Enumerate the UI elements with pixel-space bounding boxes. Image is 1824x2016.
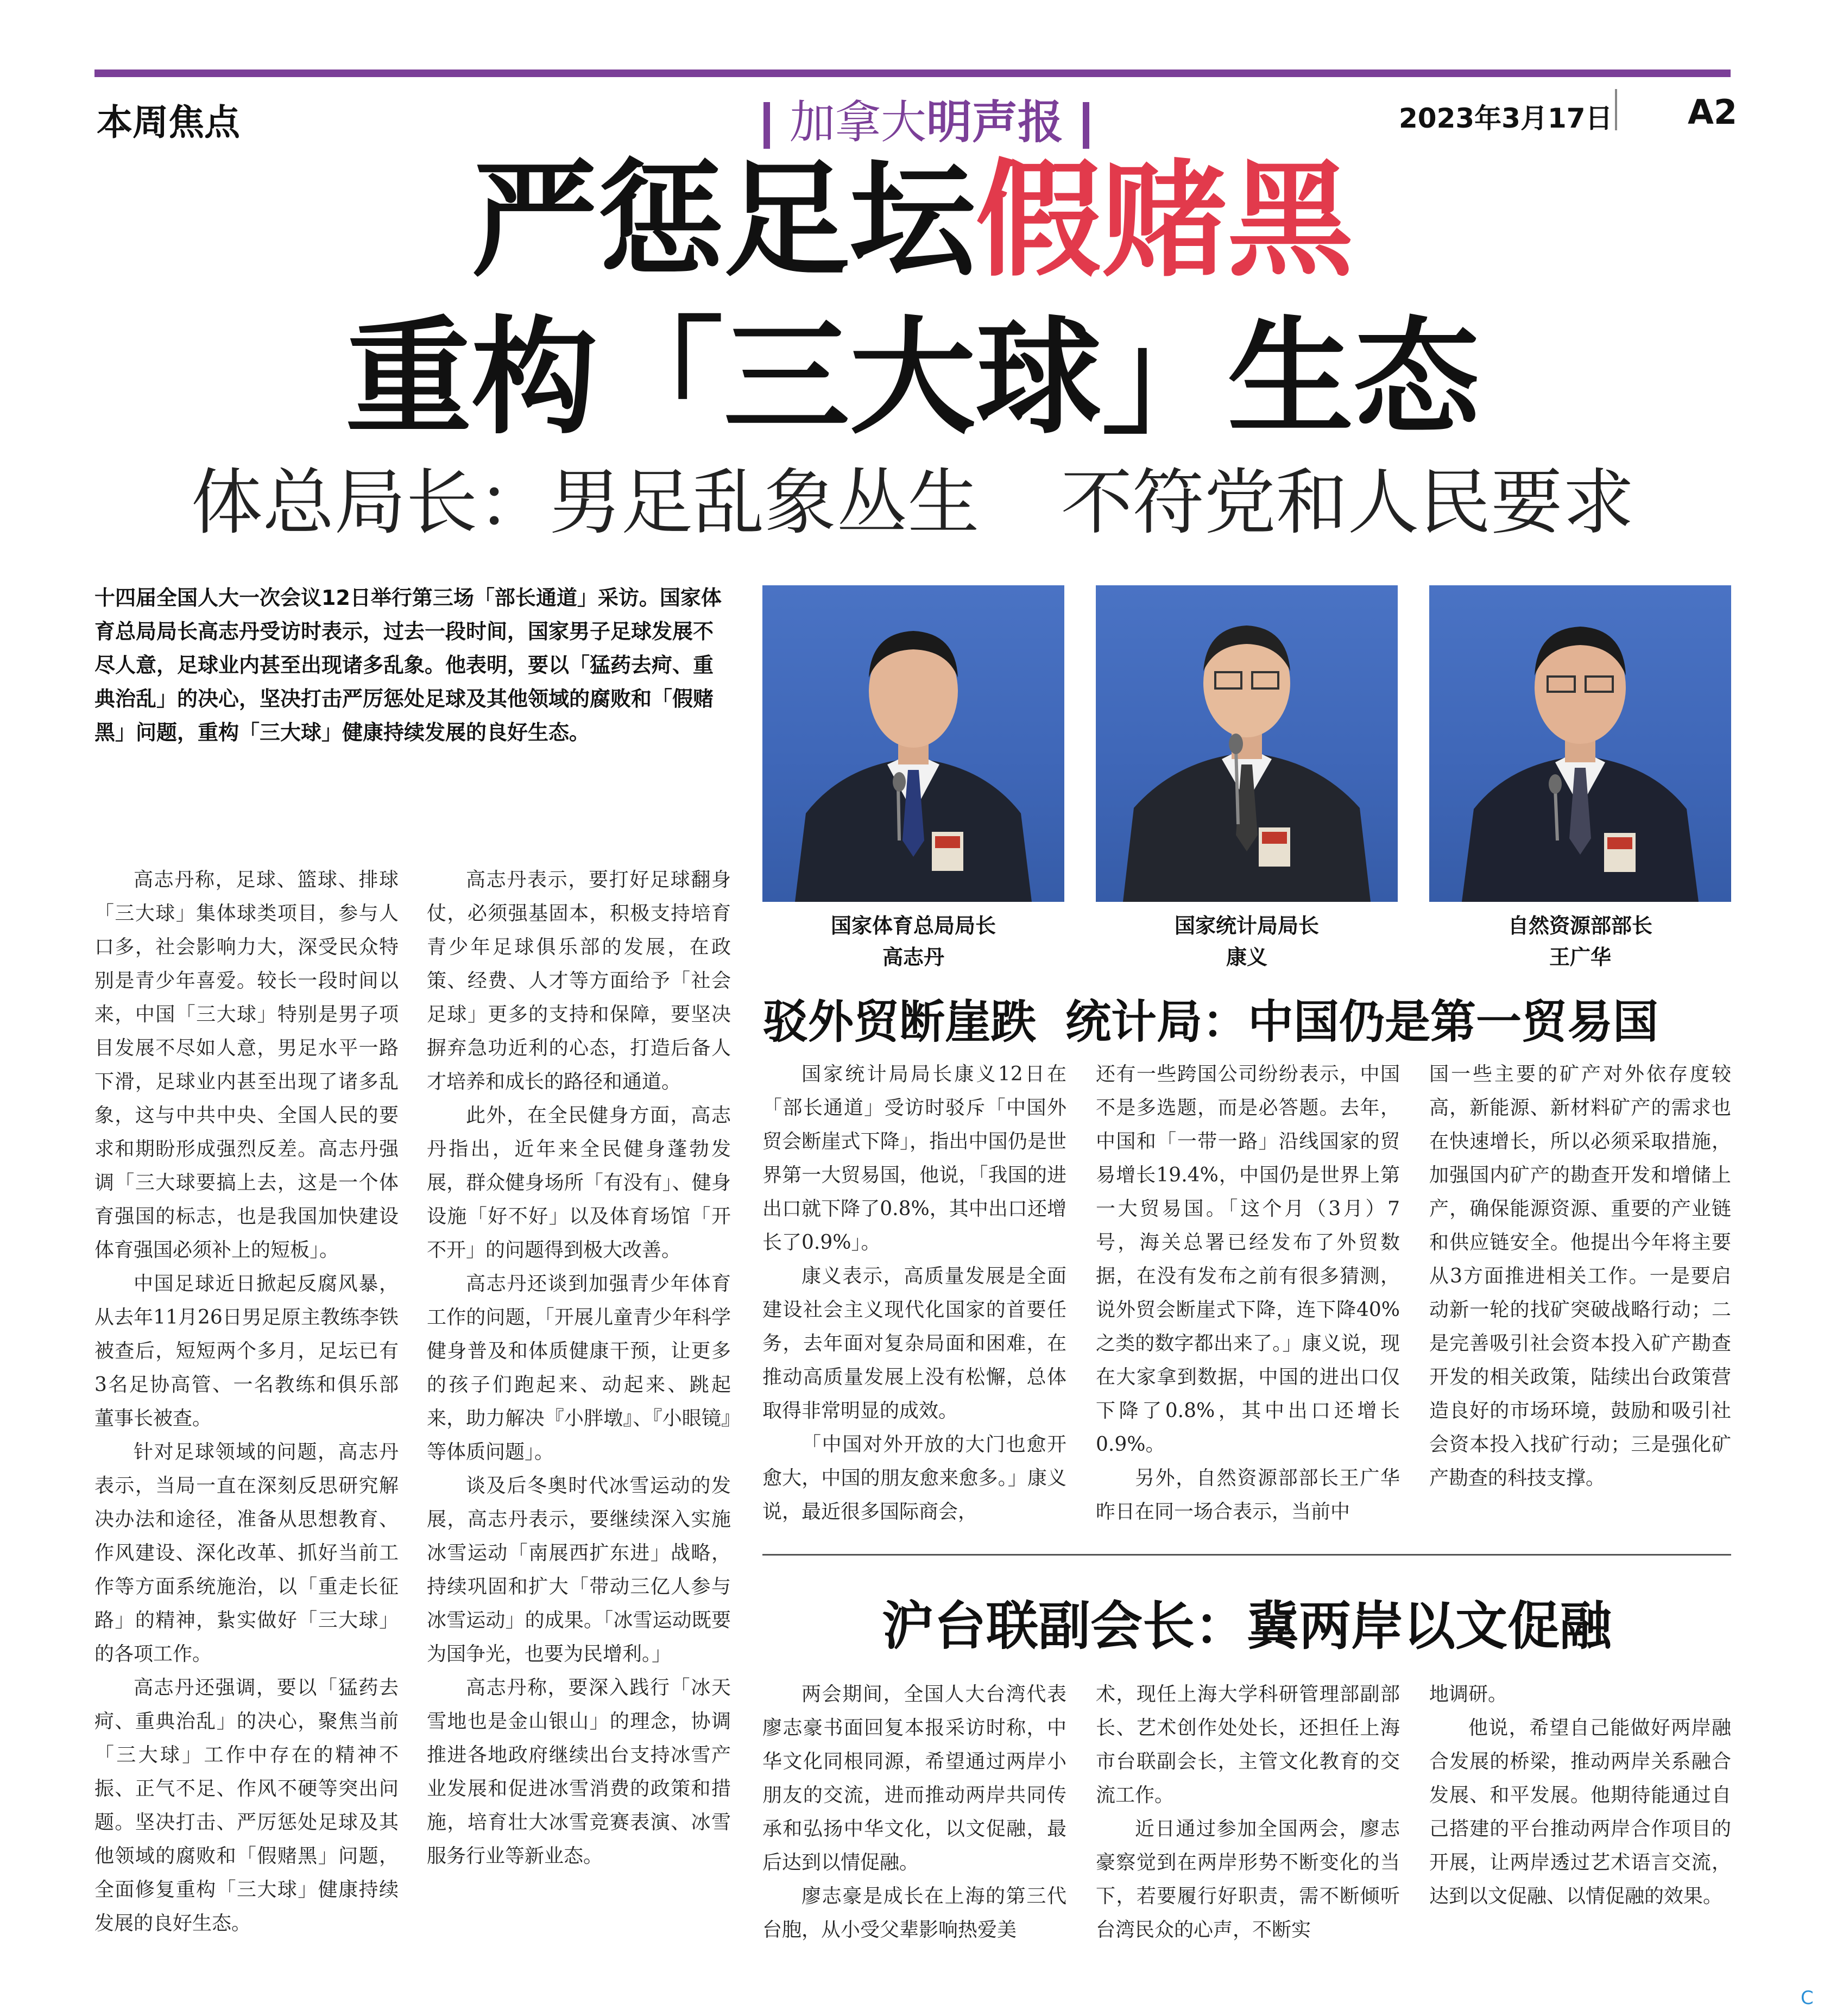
portrait-illustration [1096,585,1398,902]
lead-paragraph: 十四届全国人大一次会议12日举行第三场「部长通道」采访。国家体育总局局长高志丹受访时表示，过去一段时间，国家男子足球发展不尽人意，足球业内甚至出现诸多乱象。他表明，要以「猛药去疴、重典治乱」的决心，坚决打击严厉惩处足球及其他领域的腐败和「假赌黑」问题，重构「三大球」健康持续发展的良好生态。 [94,586,722,744]
masthead-prefix: 加拿大 [790,96,927,149]
headline-line-2: 重构「三大球」生态 [345,303,1480,451]
paragraph: 廖志豪是成长在上海的第三代台胞，从小受父辈影响热爱美 [762,1885,1066,1941]
section-divider [762,1554,1731,1556]
photo-caption [1429,910,1731,973]
photo-caption [1096,910,1398,973]
article3-column-3 [1429,1678,1731,1913]
photo-gao-zhidan [762,585,1064,902]
article2-headline-part-1: 驳外贸断崖跌 [762,995,1037,1048]
portrait-illustration [762,585,1064,902]
subheadline-part-2: 不符党和人民要求 [1061,461,1634,545]
article1-column-2 [427,863,731,1873]
caption-title: 国家统计局局长 [1174,914,1319,938]
subheadline-part-1: 体总局长：男足乱象丛生 [191,461,980,545]
caption-title: 自然资源部部长 [1507,914,1652,938]
article2-column-2 [1096,1058,1400,1529]
paragraph: 针对足球领域的问题，高志丹表示，当局一直在深刻反思研究解决办法和途径，准备从思想教育、作风建设、深化改革、抓好当前工作等方面系统施治，以「重走长征路」的精神，紥实做好「三大球」的各项工作。 [94,1441,399,1665]
paragraph: 术，现任上海大学科研管理部副部长、艺术创作处处长，还担任上海市台联副会长，主管文化教育的交流工作。 [1096,1683,1400,1806]
corner-mark: C [1801,1987,1814,2009]
photo-caption [762,910,1064,973]
paragraph: 高志丹还强调，要以「猛药去疴、重典治乱」的决心，聚焦当前「三大球」工作中存在的精神不振、正气不足、作风不硬等突出问题。坚决打击、严厉惩处足球及其他领域的腐败和「假赌黑」问题，全面修复重构「三大球」健康持续发展的良好生态。 [94,1677,399,1935]
top-rule [94,69,1731,77]
article3-column-2 [1096,1678,1400,1947]
headline-line-1-black: 严惩足坛 [471,146,976,294]
paragraph: 近日通过参加全国两会，廖志豪察觉到在两岸形势不断变化的当下，若要履行好职责，需不断倾听台湾民众的心声，不断实 [1096,1818,1400,1941]
section-label: 本周焦点 [97,101,240,143]
article2-column-1 [762,1058,1066,1529]
paragraph: 地调研。 [1429,1683,1508,1705]
paragraph: 他说，希望自己能做好两岸融合发展的桥梁，推动两岸关系融合发展、和平发展。他期待能通过自己搭建的平台推动两岸合作项目的开展，让两岸透过艺术语言交流，达到以文促融、以情促融的效果。 [1429,1717,1731,1907]
paragraph: 高志丹称，要深入践行「冰天雪地也是金山银山」的理念，协调推进各地政府继续出台支持冰雪产业发展和促进冰雪消费的政策和措施，培育壮大冰雪竞赛表演、冰雪服务行业等新业态。 [427,1677,731,1867]
paragraph: 另外，自然资源部部长王广华昨日在同一场合表示，当前中 [1096,1467,1400,1523]
article2-headline-part-2: 统计局：中国仍是第一贸易国 [1065,995,1659,1048]
masthead-bar-right [1083,102,1089,149]
article3-column-1 [762,1678,1066,1947]
photo-wang-guanghua [1429,585,1731,902]
paragraph: 谈及后冬奥时代冰雪运动的发展，高志丹表示，要继续深入实施冰雪运动「南展西扩东进」战略，持续巩固和扩大「带动三亿人参与冰雪运动」的成果。「冰雪运动既要为国争光，也要为民增利。」 [427,1475,731,1665]
issue-date: 2023年3月17日 [1399,103,1613,134]
subheadline [94,459,1731,546]
headline-line-1-red: 假赌黑 [975,146,1354,294]
caption-name: 康义 [1226,945,1267,969]
paragraph: 国家统计局局长康义12日在「部长通道」受访时驳斥「中国外贸会断崖式下降」，指出中国仍是世界第一大贸易国，他说，「我国的进出口就下降了0.8%，其中出口还增长了0.9%」。 [762,1063,1066,1254]
paragraph: 康义表示，高质量发展是全面建设社会主义现代化国家的首要任务，去年面对复杂局面和困难，在推动高质量发展上没有松懈，总体取得非常明显的成效。 [762,1265,1066,1422]
paragraph: 中国足球近日掀起反腐风暴，从去年11月26日男足原主教练李铁被查后，短短两个多月，足坛已有3名足协高管、一名教练和俱乐部董事长被查。 [94,1273,399,1430]
article2-column-3 [1429,1058,1731,1495]
portrait-illustration [1429,585,1731,902]
header-divider [1615,89,1617,130]
caption-title: 国家体育总局局长 [830,914,996,938]
paragraph: 高志丹表示，要打好足球翻身仗，必须强基固本，积极支持培育青少年足球俱乐部的发展，在政策、经费、人才等方面给予「社会足球」更多的支持和保障，要坚决摒弃急功近利的心态，打造后备人才培养和成长的路径和通道。 [427,869,731,1093]
paragraph: 国一些主要的矿产对外依存度较高，新能源、新材料矿产的需求也在快速增长，所以必须采取措施，加强国内矿产的勘查开发和增储上产，确保能源资源、重要的产业链和供应链安全。他提出今年将主要从3方面推进相关工作。一是要启动新一轮的找矿突破战略行动；二是完善吸引社会资本投入矿产勘查开发的相关政策，陆续出台政策营造良好的市场环境，鼓励和吸引社会资本投入找矿行动；三是强化矿产勘查的科技支撑。 [1429,1063,1731,1489]
paragraph: 此外，在全民健身方面，高志丹指出，近年来全民健身蓬勃发展，群众健身场所「有没有」、健身设施「好不好」以及体育场馆「开不开」的问题得到极大改善。 [427,1104,731,1261]
paragraph: 高志丹还谈到加强青少年体育工作的问题，「开展儿童青少年科学健身普及和体质健康干预，让更多的孩子们跑起来、动起来、跳起来，助力解决『小胖墩』、『小眼镜』等体质问题」。 [427,1273,731,1463]
paragraph: 还有一些跨国公司纷纷表示，中国不是多选题，而是必答题。去年，中国和「一带一路」沿线国家的贸易增长19.4%，中国仍是世界上第一大贸易国。「这个月（3月）7号，海关总署已经发布了外贸数据，在没有发布之前有很多猜测，说外贸会断崖式下降，连下降40%之类的数字都出来了。」康义说，现在大家拿到数据，中国的进出口仅下降了0.8%，其中出口还增长0.9%。 [1096,1063,1400,1456]
caption-name: 高志丹 [882,945,944,969]
article2-headline [762,995,1731,1049]
masthead-name: 明声报 [926,96,1064,149]
masthead-bar-left [763,102,770,149]
paragraph: 高志丹称，足球、篮球、排球「三大球」集体球类项目，参与人口多，社会影响力大，深受民众特别是青少年喜爱。较长一段时间以来，中国「三大球」特别是男子项目发展不尽如人意，男足水平一路下滑，足球业内甚至出现了诸多乱象，这与中共中央、全国人民的要求和期盼形成强烈反差。高志丹强调「三大球要搞上去，这是一个体育强国的标志，也是我国加快建设体育强国必须补上的短板」。 [94,869,399,1261]
article3-headline: 沪台联副会长：冀两岸以文促融 [882,1595,1612,1657]
page-number: A2 [1688,92,1738,132]
masthead [744,86,1109,151]
photo-kang-yi [1096,585,1398,902]
paragraph: 两会期间，全国人大台湾代表廖志豪书面回复本报采访时称，中华文化同根同源，希望通过两岸小朋友的交流，进而推动两岸共同传承和弘扬中华文化，以文促融，最后达到以情促融。 [762,1683,1066,1874]
article1-column-1 [94,863,399,1941]
headline-line-1 [94,147,1731,293]
caption-name: 王广华 [1549,945,1611,969]
paragraph: 「中国对外开放的大门也愈开愈大，中国的朋友愈来愈多。」康义说，最近很多国际商会， [762,1433,1066,1523]
